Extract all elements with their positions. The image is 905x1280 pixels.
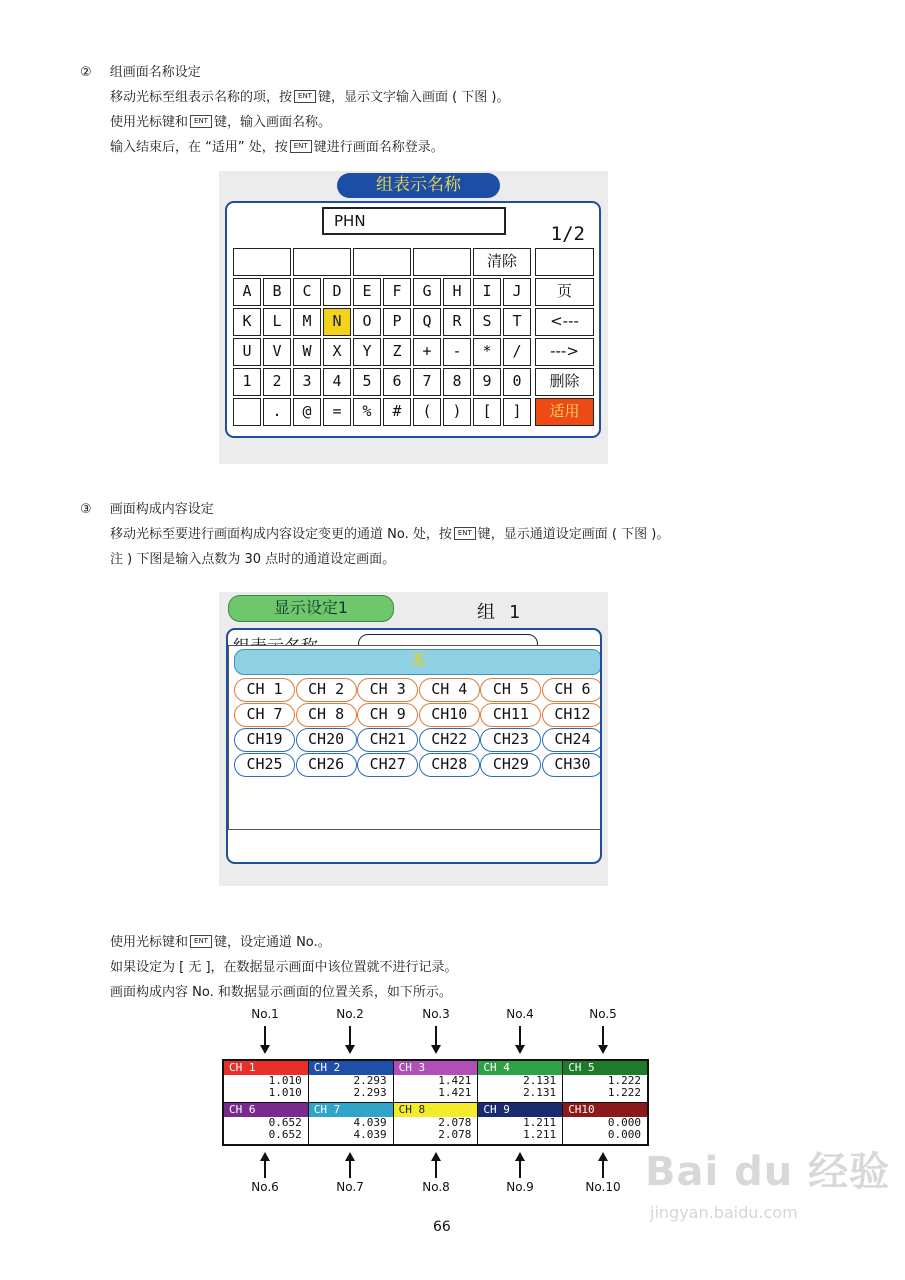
char-key[interactable]: F bbox=[383, 278, 411, 306]
char-key[interactable]: 2 bbox=[263, 368, 291, 396]
channel-option[interactable]: CH20 bbox=[296, 728, 357, 752]
group-name-input[interactable]: PHN bbox=[322, 207, 506, 235]
channel-option[interactable]: CH 1 bbox=[234, 678, 295, 702]
char-key[interactable]: O bbox=[353, 308, 381, 336]
screen1-panel bbox=[225, 201, 601, 438]
channel-option[interactable]: CH30 bbox=[542, 753, 602, 777]
arrow-down-icon bbox=[515, 1045, 525, 1054]
after-line1-b: 键，设定通道 No.。 bbox=[213, 935, 331, 950]
channel-option[interactable]: CH22 bbox=[419, 728, 480, 752]
char-key[interactable]: H bbox=[443, 278, 471, 306]
char-key[interactable]: E bbox=[353, 278, 381, 306]
section2-line2-a: 使用光标键和 bbox=[110, 115, 189, 130]
arrow-up-icon bbox=[435, 1160, 437, 1178]
char-key[interactable]: B bbox=[263, 278, 291, 306]
channel-value: 2.293 bbox=[353, 1086, 387, 1099]
position-label: No.10 bbox=[585, 1180, 621, 1194]
baidu-watermark-logo: Bai du 经验 bbox=[645, 1149, 891, 1195]
section2-line1-b: 键，显示文字输入画面 ( 下图 )。 bbox=[317, 90, 510, 105]
channel-option[interactable]: CH28 bbox=[419, 753, 480, 777]
channel-row bbox=[234, 703, 602, 728]
channel-option[interactable]: CH10 bbox=[419, 703, 480, 727]
char-key[interactable]: X bbox=[323, 338, 351, 366]
channel-value: 4.039 bbox=[353, 1128, 387, 1141]
channel-value: 0.000 bbox=[607, 1116, 641, 1129]
after-line1-a: 使用光标键和 bbox=[110, 935, 189, 950]
after-line2: 如果设定为 [ 无 ]，在数据显示画面中该位置就不进行记录。 bbox=[110, 960, 458, 975]
char-key[interactable]: Z bbox=[383, 338, 411, 366]
char-key[interactable]: K bbox=[233, 308, 261, 336]
position-label: No.9 bbox=[506, 1180, 534, 1194]
screen2-panel bbox=[226, 628, 602, 864]
channel-value: 2.078 bbox=[438, 1128, 472, 1141]
char-key[interactable]: 3 bbox=[293, 368, 321, 396]
channel-header: CH 6 bbox=[224, 1103, 308, 1117]
channel-option[interactable]: CH26 bbox=[296, 753, 357, 777]
baidu-watermark-url: jingyan.baidu.com bbox=[650, 1203, 798, 1222]
ent-key-icon: ENT bbox=[190, 935, 212, 948]
char-key[interactable]: 5 bbox=[353, 368, 381, 396]
position-label: No.5 bbox=[589, 1007, 617, 1021]
section3-line1-b: 键，显示通道设定画面 ( 下图 )。 bbox=[477, 527, 670, 542]
channel-option[interactable]: CH 8 bbox=[296, 703, 357, 727]
name-input-screen bbox=[219, 171, 608, 464]
char-key[interactable]: S bbox=[473, 308, 501, 336]
section2-line3-a: 输入结束后，在 “适用” 处，按 bbox=[110, 140, 288, 155]
arrow-down-icon bbox=[519, 1026, 521, 1046]
position-label: No.4 bbox=[506, 1007, 534, 1021]
channel-header: CH 4 bbox=[478, 1061, 562, 1075]
after-line1 bbox=[110, 934, 331, 952]
channel-row bbox=[234, 678, 602, 703]
channel-option[interactable]: CH23 bbox=[480, 728, 541, 752]
char-key[interactable]: W bbox=[293, 338, 321, 366]
char-key[interactable]: 7 bbox=[413, 368, 441, 396]
char-key[interactable]: N bbox=[323, 308, 351, 336]
after-line3: 画面构成内容 No. 和数据显示画面的位置关系，如下所示。 bbox=[110, 985, 452, 1000]
channel-option[interactable]: CH21 bbox=[357, 728, 418, 752]
channel-value: 0.000 bbox=[607, 1128, 641, 1141]
char-key[interactable]: V bbox=[263, 338, 291, 366]
char-key[interactable]: D bbox=[323, 278, 351, 306]
channel-header: CH 2 bbox=[309, 1061, 393, 1075]
position-label: No.6 bbox=[251, 1180, 279, 1194]
section3-line2: 注 ) 下图是输入点数为 30 点时的通道设定画面。 bbox=[110, 552, 396, 567]
arrow-down-icon bbox=[264, 1026, 266, 1046]
ent-key-icon: ENT bbox=[290, 140, 312, 153]
screen1-title: 组表示名称 bbox=[337, 173, 500, 198]
blank-key bbox=[353, 248, 411, 276]
ent-key-icon: ENT bbox=[454, 527, 476, 540]
keyboard-row bbox=[233, 338, 596, 366]
channel-value: 1.222 bbox=[607, 1074, 641, 1087]
channel-option[interactable]: CH27 bbox=[357, 753, 418, 777]
char-key[interactable]: U bbox=[233, 338, 261, 366]
channel-value: 1.010 bbox=[268, 1086, 302, 1099]
arrow-down-icon bbox=[260, 1045, 270, 1054]
channel-value: 2.131 bbox=[523, 1074, 557, 1087]
arrow-down-icon bbox=[598, 1045, 608, 1054]
channel-header: CH 9 bbox=[478, 1103, 562, 1117]
channel-option[interactable]: CH 6 bbox=[542, 678, 602, 702]
display-cell bbox=[478, 1103, 562, 1144]
char-key[interactable]: ( bbox=[413, 398, 441, 426]
section2-heading-line bbox=[80, 64, 201, 82]
section2-line2 bbox=[110, 114, 331, 132]
char-key[interactable]: + bbox=[413, 338, 441, 366]
delete-button[interactable]: 删除 bbox=[535, 368, 594, 396]
data-display-grid bbox=[222, 1059, 649, 1146]
char-key[interactable]: 1 bbox=[233, 368, 261, 396]
char-key[interactable]: Y bbox=[353, 338, 381, 366]
section3-line1 bbox=[110, 526, 669, 544]
keyboard-grid bbox=[233, 248, 596, 428]
keyboard-row bbox=[233, 308, 596, 336]
blank-key bbox=[233, 248, 291, 276]
channel-header: CH 1 bbox=[224, 1061, 308, 1075]
char-key[interactable]: 0 bbox=[503, 368, 531, 396]
channel-value: 4.039 bbox=[353, 1116, 387, 1129]
char-key[interactable]: 8 bbox=[443, 368, 471, 396]
channel-option[interactable]: CH 4 bbox=[419, 678, 480, 702]
display-setting-tab[interactable]: 显示设定1 bbox=[228, 595, 394, 622]
char-key[interactable]: A bbox=[233, 278, 261, 306]
channel-option[interactable]: CH29 bbox=[480, 753, 541, 777]
section2-number: ② bbox=[80, 65, 92, 80]
char-key[interactable]: G bbox=[413, 278, 441, 306]
char-key[interactable]: T bbox=[503, 308, 531, 336]
char-key[interactable]: M bbox=[293, 308, 321, 336]
section2-heading: 组画面名称设定 bbox=[109, 65, 201, 80]
blank-key bbox=[413, 248, 471, 276]
channel-option[interactable]: CH 9 bbox=[357, 703, 418, 727]
channel-value: 1.421 bbox=[438, 1086, 472, 1099]
char-key[interactable]: C bbox=[293, 278, 321, 306]
char-key[interactable]: . bbox=[263, 398, 291, 426]
section2-line1 bbox=[110, 89, 510, 107]
channel-setting-screen bbox=[219, 592, 608, 886]
blank-key bbox=[293, 248, 351, 276]
char-key[interactable]: Q bbox=[413, 308, 441, 336]
char-key[interactable]: / bbox=[503, 338, 531, 366]
cursor-right-button[interactable]: ---> bbox=[535, 338, 594, 366]
channel-option[interactable]: CH12 bbox=[542, 703, 602, 727]
position-label: No.1 bbox=[251, 1007, 279, 1021]
char-key[interactable]: L bbox=[263, 308, 291, 336]
clear-button[interactable]: 清除 bbox=[473, 248, 531, 276]
section2-line1-a: 移动光标至组表示名称的项，按 bbox=[110, 90, 293, 105]
channel-row bbox=[234, 753, 602, 778]
channel-header: CH 5 bbox=[563, 1061, 647, 1075]
char-key[interactable]: I bbox=[473, 278, 501, 306]
blank-key bbox=[535, 248, 594, 276]
char-key[interactable]: ] bbox=[503, 398, 531, 426]
char-key[interactable]: R bbox=[443, 308, 471, 336]
channel-option[interactable]: CH 2 bbox=[296, 678, 357, 702]
position-label: No.8 bbox=[422, 1180, 450, 1194]
display-cell bbox=[224, 1061, 308, 1102]
char-key[interactable]: # bbox=[383, 398, 411, 426]
blank-key[interactable] bbox=[233, 398, 261, 426]
char-key[interactable]: J bbox=[503, 278, 531, 306]
char-key[interactable]: [ bbox=[473, 398, 501, 426]
display-cell bbox=[478, 1061, 562, 1102]
position-label: No.2 bbox=[336, 1007, 364, 1021]
keyboard-row bbox=[233, 278, 596, 306]
page-indicator: 1/2 bbox=[550, 223, 585, 245]
keyboard-char-rows bbox=[233, 278, 596, 426]
cursor-left-button[interactable]: <--- bbox=[535, 308, 594, 336]
display-cell bbox=[309, 1061, 393, 1102]
arrow-down-icon bbox=[602, 1026, 604, 1046]
display-cell bbox=[563, 1103, 647, 1144]
section2-line3-b: 键进行画面名称登录。 bbox=[313, 140, 444, 155]
channel-option[interactable]: CH 5 bbox=[480, 678, 541, 702]
channel-grid bbox=[234, 678, 602, 778]
channel-header: CH 8 bbox=[394, 1103, 478, 1117]
page-number: 66 bbox=[433, 1219, 451, 1235]
char-key[interactable]: = bbox=[323, 398, 351, 426]
arrow-down-icon bbox=[349, 1026, 351, 1046]
char-key[interactable]: * bbox=[473, 338, 501, 366]
arrow-up-icon bbox=[602, 1160, 604, 1178]
group-label: 组 bbox=[477, 602, 495, 623]
channel-option[interactable]: CH25 bbox=[234, 753, 295, 777]
group-number: 1 bbox=[509, 602, 520, 623]
channel-option[interactable]: CH11 bbox=[480, 703, 541, 727]
channel-value: 0.652 bbox=[268, 1128, 302, 1141]
channel-value: 2.293 bbox=[353, 1074, 387, 1087]
arrow-down-icon bbox=[435, 1026, 437, 1046]
channel-header: CH10 bbox=[563, 1103, 647, 1117]
char-key[interactable]: ) bbox=[443, 398, 471, 426]
section3-line1-a: 移动光标至要进行画面构成内容设定变更的通道 No. 处，按 bbox=[110, 527, 452, 542]
group-indicator bbox=[477, 598, 520, 624]
position-label: No.7 bbox=[336, 1180, 364, 1194]
channel-value: 2.078 bbox=[438, 1116, 472, 1129]
char-key[interactable]: @ bbox=[293, 398, 321, 426]
channel-value: 0.652 bbox=[268, 1116, 302, 1129]
arrow-up-icon bbox=[349, 1160, 351, 1178]
char-key[interactable]: P bbox=[383, 308, 411, 336]
char-key[interactable]: 6 bbox=[383, 368, 411, 396]
section3-heading: 画面构成内容设定 bbox=[109, 502, 214, 517]
channel-value: 1.010 bbox=[268, 1074, 302, 1087]
channel-option[interactable]: CH 7 bbox=[234, 703, 295, 727]
channel-value: 1.211 bbox=[523, 1116, 557, 1129]
char-key[interactable]: - bbox=[443, 338, 471, 366]
char-key[interactable]: 9 bbox=[473, 368, 501, 396]
keyboard-row bbox=[233, 368, 596, 396]
channel-select-popup bbox=[228, 645, 602, 830]
apply-button[interactable]: 适用 bbox=[535, 398, 594, 426]
ent-key-icon: ENT bbox=[190, 115, 212, 128]
channel-row bbox=[234, 728, 602, 753]
display-cell bbox=[394, 1061, 478, 1102]
position-label: No.3 bbox=[422, 1007, 450, 1021]
channel-header: CH 7 bbox=[309, 1103, 393, 1117]
channel-option[interactable]: CH24 bbox=[542, 728, 602, 752]
channel-header: CH 3 bbox=[394, 1061, 478, 1075]
ent-key-icon: ENT bbox=[294, 90, 316, 103]
arrow-up-icon bbox=[264, 1160, 266, 1178]
char-key[interactable]: 4 bbox=[323, 368, 351, 396]
display-cell bbox=[394, 1103, 478, 1144]
section2-line3 bbox=[110, 139, 444, 157]
channel-value: 1.211 bbox=[523, 1128, 557, 1141]
channel-value: 1.421 bbox=[438, 1074, 472, 1087]
section3-number: ③ bbox=[80, 502, 92, 517]
arrow-down-icon bbox=[431, 1045, 441, 1054]
keyboard-top-row bbox=[233, 248, 596, 276]
channel-option[interactable]: CH 3 bbox=[357, 678, 418, 702]
keyboard-row bbox=[233, 398, 596, 426]
channel-option[interactable]: CH19 bbox=[234, 728, 295, 752]
char-key[interactable]: % bbox=[353, 398, 381, 426]
section2-line2-b: 键，输入画面名称。 bbox=[213, 115, 331, 130]
page-button[interactable]: 页 bbox=[535, 278, 594, 306]
none-option[interactable]: 无 bbox=[234, 649, 602, 675]
display-cell bbox=[309, 1103, 393, 1144]
section3-heading-line bbox=[80, 501, 214, 519]
display-cell bbox=[224, 1103, 308, 1144]
channel-value: 2.131 bbox=[523, 1086, 557, 1099]
arrow-up-icon bbox=[519, 1160, 521, 1178]
display-cell bbox=[563, 1061, 647, 1102]
channel-value: 1.222 bbox=[607, 1086, 641, 1099]
arrow-down-icon bbox=[345, 1045, 355, 1054]
